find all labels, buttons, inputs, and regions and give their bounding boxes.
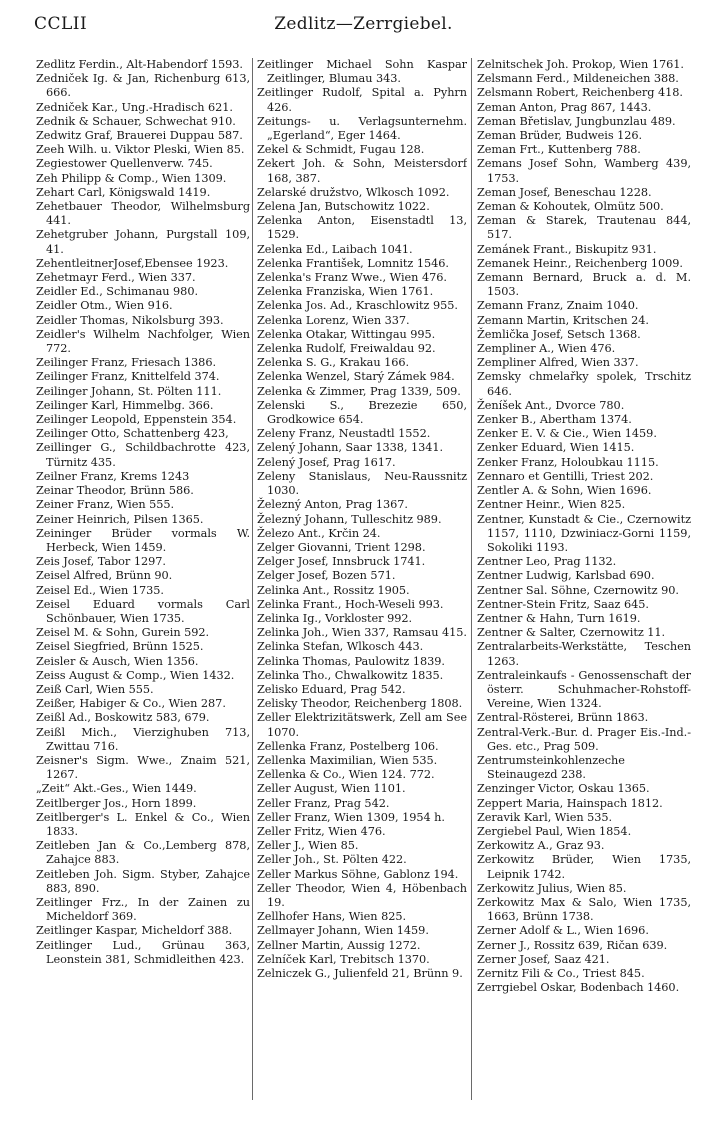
directory-entry: Zeilinger Franz, Friesach 1386. xyxy=(36,356,216,370)
directory-entry: Zeisel Ed., Wien 1735. xyxy=(36,583,164,597)
directory-entry: Zerkowitz Julius, Wien 85. xyxy=(477,881,627,895)
directory-entry: Zelnitschek Joh. Prokop, Wien 1761. xyxy=(477,58,684,71)
directory-entry: Zellmayer Johann, Wien 1459. xyxy=(257,924,429,938)
directory-entry: Zenker Franz, Holoubkau 1115. xyxy=(477,455,659,469)
directory-entry: Zelenka František, Lomnitz 1546. xyxy=(257,256,449,270)
directory-entry: Zenker Eduard, Wien 1415. xyxy=(477,441,635,455)
directory-entry: Zeller Franz, Prag 542. xyxy=(257,796,390,810)
directory-entry: Zeppert Maria, Hainspach 1812. xyxy=(477,796,663,810)
directory-entry: Zemann Bernard, Bruck a. d. M. 1503. xyxy=(477,271,691,299)
directory-entry: Zelsmann Ferd., Mildeneichen 388. xyxy=(477,72,679,86)
directory-entry: Zelenka Anton, Eisenstadtl 13, 1529. xyxy=(257,214,467,242)
directory-entry: Zemans Josef Sohn, Wamberg 439, 1753. xyxy=(477,157,691,185)
directory-entry: Zeman & Kohoutek, Olmütz 500. xyxy=(477,200,664,214)
directory-entry: Zeiss August & Comp., Wien 1432. xyxy=(36,668,235,682)
directory-entry: Zeitleben Jan & Co.,Lemberg 878, Zahajce 883. xyxy=(36,839,250,867)
directory-entry: Zeleny Franz, Neustadtl 1552. xyxy=(257,427,431,441)
directory-entry: Zeilinger Johann, St. Pölten 111. xyxy=(36,384,222,398)
directory-entry: Zeller J., Wien 85. xyxy=(257,839,359,853)
directory-entry: Zelenka Otakar, Wittingau 995. xyxy=(257,327,436,341)
directory-entry: Zeravik Karl, Wien 535. xyxy=(477,810,613,824)
directory-entry: Zelinka Frant., Hoch-Weseli 993. xyxy=(257,597,444,611)
directory-entry: Železo Ant., Krčin 24. xyxy=(257,526,381,540)
page-number: CCLII xyxy=(34,14,88,34)
column-1 xyxy=(36,58,250,1104)
directory-entry: Zehetgruber Johann, Purgstall 109, 41. xyxy=(36,228,250,256)
directory-entry: Zeiner Franz, Wien 555. xyxy=(36,498,175,512)
column-divider xyxy=(471,58,472,1100)
directory-entry: Zentner & Salter, Czernowitz 11. xyxy=(477,626,666,640)
directory-entry: Zelenka Rudolf, Freiwaldau 92. xyxy=(257,342,436,356)
directory-entry: Zeisler & Ausch, Wien 1356. xyxy=(36,654,199,668)
directory-entry: Zennaro et Gentilli, Triest 202. xyxy=(477,469,654,483)
directory-entry: Zeleny Stanislaus, Neu-Raussnitz 1030. xyxy=(257,469,467,498)
directory-entry: Zeitlinger Frz., In der Zainen zu Micheldorf 369. xyxy=(36,895,250,924)
directory-entry: Zeller Markus Söhne, Gablonz 194. xyxy=(257,867,459,881)
directory-entry: Zeisel Eduard vormals Carl Schönbauer, Wien 1735. xyxy=(36,597,250,625)
directory-entry: Zeitlinger Michael Sohn Kaspar Zeitlinger, Blumau 343. xyxy=(257,58,467,86)
directory-entry: Zelenka Franziska, Wien 1761. xyxy=(257,285,434,299)
directory-entry: Zelisky Theodor, Reichenberg 1808. xyxy=(257,697,463,711)
directory-entry: Zelený Josef, Prag 1617. xyxy=(257,455,396,469)
directory-entry: Zemanek Heinr., Reichenberg 1009. xyxy=(477,256,683,270)
directory-entry: Zeller August, Wien 1101. xyxy=(257,782,406,796)
directory-entry: Zeitlinger Kaspar, Micheldorf 388. xyxy=(36,924,233,938)
directory-entry: Zentral-Rösterei, Brünn 1863. xyxy=(477,711,649,725)
directory-entry: Železný Anton, Prag 1367. xyxy=(257,498,408,512)
directory-entry: Zeininger Brüder vormals W. Herbeck, Wien 1459. xyxy=(36,526,250,554)
directory-entry: Zelger Josef, Bozen 571. xyxy=(257,569,396,583)
directory-entry: Zehetbauer Theodor, Wilhelmsburg 441. xyxy=(36,200,250,228)
directory-entry: Zentner Heinr., Wien 825. xyxy=(477,498,626,512)
column-2 xyxy=(257,58,467,1104)
directory-entry: Zeisel M. & Sohn, Gurein 592. xyxy=(36,626,210,640)
directory-entry: Žemlička Josef, Setsch 1368. xyxy=(477,327,641,341)
directory-entry: Zentrumsteinkohlenzeche Steinaugezd 238. xyxy=(477,753,625,782)
directory-entry: Zemann Martin, Kritschen 24. xyxy=(477,313,649,327)
directory-entry: Zentner Ludwig, Karlsbad 690. xyxy=(477,569,655,583)
running-head-title: Zedlitz—Zerrgiebel. xyxy=(274,14,453,34)
directory-entry: Zehetmayr Ferd., Wien 337. xyxy=(36,271,196,285)
directory-entry: Zedlitz Ferdin., Alt-Habendorf 1593. xyxy=(36,58,243,71)
directory-entry: Zelinka Ant., Rossitz 1905. xyxy=(257,583,410,597)
directory-entry: Zellenka Franz, Postelberg 106. xyxy=(257,739,439,753)
directory-entry: Zeller Fritz, Wien 476. xyxy=(257,824,386,838)
directory-entry: Zeiner Heinrich, Pilsen 1365. xyxy=(36,512,204,526)
directory-entry: Zeman & Starek, Trautenau 844, 517. xyxy=(477,214,691,242)
directory-entry: Zekert Joh. & Sohn, Meistersdorf 168, 387. xyxy=(257,157,467,185)
directory-entry: Zerner J., Rossitz 639, Ričan 639. xyxy=(477,938,668,952)
directory-entry: Zehart Carl, Königswald 1419. xyxy=(36,185,211,199)
directory-entry: Zelinka Thomas, Paulowitz 1839. xyxy=(257,654,445,668)
directory-entry: Zelený Johann, Saar 1338, 1341. xyxy=(257,441,444,455)
directory-entry: Zedniček Kar., Ung.-Hradisch 621. xyxy=(36,100,233,114)
directory-entry: Ženíšek Ant., Dvorce 780. xyxy=(477,398,625,412)
column-divider xyxy=(252,58,253,1100)
directory-entry: Zeisel Alfred, Brünn 90. xyxy=(36,569,173,583)
directory-entry: Zerrgiebel Oskar, Bodenbach 1460. xyxy=(477,981,680,995)
directory-entry: Zeisner's Sigm. Wwe., Znaim 521, 1267. xyxy=(36,753,250,782)
directory-entry: Zempliner Alfred, Wien 337. xyxy=(477,356,639,370)
directory-entry: Zelniczek G., Julienfeld 21, Brünn 9. xyxy=(257,967,463,980)
directory-entry: Zelsmann Robert, Reichenberg 418. xyxy=(477,86,683,100)
directory-entry: Zergiebel Paul, Wien 1854. xyxy=(477,824,632,838)
directory-entry: Zedniček Ig. & Jan, Richenburg 613, 666. xyxy=(36,72,250,100)
directory-entry: Zentralarbeits-Werkstätte, Teschen 1263. xyxy=(477,640,691,668)
directory-entry: Zernitz Fili & Co., Triest 845. xyxy=(477,967,645,980)
directory-entry: Zelníček Karl, Trebitsch 1370. xyxy=(257,952,430,966)
directory-entry: Zellenka & Co., Wien 124. 772. xyxy=(257,768,435,782)
directory-entry: Zeilinger Karl, Himmelbg. 366. xyxy=(36,398,214,412)
directory-entry: Zemánek Frant., Biskupitz 931. xyxy=(477,242,657,256)
directory-entry: Zeidler Ed., Schimanau 980. xyxy=(36,285,199,299)
directory-entry: Zeller Elektrizitätswerk, Zell am See 1070. xyxy=(257,711,467,739)
directory-entry: Zeitlinger Rudolf, Spital a. Pyhrn 426. xyxy=(257,86,467,114)
directory-entry: Zelenka Jos. Ad., Kraschlowitz 955. xyxy=(257,299,458,313)
directory-entry: Zelenka Wenzel, Starý Zámek 984. xyxy=(257,370,455,384)
directory-entry: „Zeit“ Akt.-Ges., Wien 1449. xyxy=(36,782,197,796)
directory-entry: Zelenka Ed., Laibach 1041. xyxy=(257,242,413,256)
directory-entry: Zeillinger G., Schildbachrotte 423, Türnitz 435. xyxy=(36,441,250,469)
directory-entry: Zeiß Carl, Wien 555. xyxy=(36,682,154,696)
directory-entry: Zelenka & Zimmer, Prag 1339, 509. xyxy=(257,384,461,398)
directory-entry: Zeidler Thomas, Nikolsburg 393. xyxy=(36,313,224,327)
directory-entry: Zempliner A., Wien 476. xyxy=(477,342,616,356)
directory-entry: Zerkowitz Max & Salo, Wien 1735, 1663, Brünn 1738. xyxy=(477,895,691,924)
directory-entry: Zeman Brüder, Budweis 126. xyxy=(477,129,643,143)
directory-entry: Zeller Joh., St. Pölten 422. xyxy=(257,853,407,867)
directory-entry: Zelenka's Franz Wwe., Wien 476. xyxy=(257,271,447,285)
directory-entry: Zelinka Stefan, Wlkosch 443. xyxy=(257,640,424,654)
directory-entry: Zeilner Franz, Krems 1243 xyxy=(36,469,190,483)
directory-entry: Zeis Josef, Tabor 1297. xyxy=(36,555,166,569)
directory-entry: Zeidler Otm., Wien 916. xyxy=(36,299,173,313)
directory-entry: Zelinka Joh., Wien 337, Ramsau 415. xyxy=(257,626,467,640)
directory-entry: Zelarské družstvo, Wlkosch 1092. xyxy=(257,185,450,199)
directory-entry: Zelinka Tho., Chwalkowitz 1835. xyxy=(257,668,444,682)
directory-entry: Zentler A. & Sohn, Wien 1696. xyxy=(477,484,652,498)
directory-entry: Zeeh Wilh. u. Viktor Pleski, Wien 85. xyxy=(36,143,245,157)
directory-entry: Železný Johann, Tulleschitz 989. xyxy=(257,512,442,526)
directory-entry: Zeißer, Habiger & Co., Wien 287. xyxy=(36,697,226,711)
directory-entry: Zeitungs- u. Verlagsunternehm. „Egerland“, Eger 1464. xyxy=(257,114,467,143)
directory-entry: Zeh Philipp & Comp., Wien 1309. xyxy=(36,171,227,185)
directory-entry: Zentner, Kunstadt & Cie., Czernowitz 1157, 1110, Dzwiniacz-Gorni 1159, Sokoliki 1193. xyxy=(477,512,691,554)
directory-entry: Zeitlberger Jos., Horn 1899. xyxy=(36,796,197,810)
directory-entry: Zemsky chmelařky spolek, Trschitz 646. xyxy=(477,370,691,398)
directory-entry: Zenker B., Abertham 1374. xyxy=(477,413,632,427)
directory-entry: Zenzinger Victor, Oskau 1365. xyxy=(477,782,650,796)
directory-entry: Zeilinger Leopold, Eppenstein 354. xyxy=(36,413,237,427)
directory-entry: Zentner Sal. Söhne, Czernowitz 90. xyxy=(477,583,679,597)
directory-entry: Zentner Leo, Prag 1132. xyxy=(477,555,617,569)
directory-entry: Zellhofer Hans, Wien 825. xyxy=(257,910,407,924)
directory-entry: Zekel & Schmidt, Fugau 128. xyxy=(257,143,425,157)
directory-entry: Zentner & Hahn, Turn 1619. xyxy=(477,611,641,625)
directory-entry: Zeinar Theodor, Brünn 586. xyxy=(36,484,194,498)
directory-entry: Zelger Giovanni, Trient 1298. xyxy=(257,540,426,554)
directory-entry: Zerkowitz Brüder, Wien 1735, Leipnik 1742. xyxy=(477,853,691,881)
directory-entry: Zelenski S., Brezezie 650, Grodkowice 654. xyxy=(257,398,467,427)
directory-entry: Zeißl Ad., Boskowitz 583, 679. xyxy=(36,711,210,725)
directory-entry: ZehentleitnerJosef,Ebensee 1923. xyxy=(36,256,229,270)
directory-entry: Zeilinger Otto, Schattenberg 423, xyxy=(36,427,229,441)
directory-entry: Zeman Břetislav, Jungbunzlau 489. xyxy=(477,114,676,128)
directory-entry: Zellner Martin, Aussig 1272. xyxy=(257,938,421,952)
directory-entry: Zellenka Maximilian, Wien 535. xyxy=(257,753,438,767)
directory-entry: Zegiestower Quellenverw. 745. xyxy=(36,157,213,171)
directory-entry: Zednik & Schauer, Schwechat 910. xyxy=(36,114,236,128)
column-3 xyxy=(477,58,691,1104)
directory-entry: Zeitlinger Lud., Grünau 363, Leonstein 381, Schmidleithen 423. xyxy=(36,938,250,966)
directory-entry: Zentner-Stein Fritz, Saaz 645. xyxy=(477,597,649,611)
directory-entry: Zentraleinkaufs - Genossenschaft der österr. Schuhmacher-Rohstoff-Vereine, Wien 1324. xyxy=(477,668,691,711)
page-header xyxy=(0,0,727,58)
directory-entry: Zelenka Lorenz, Wien 337. xyxy=(257,313,410,327)
directory-entry: Zerkowitz A., Graz 93. xyxy=(477,839,605,853)
directory-entry: Zeller Theodor, Wien 4, Höbenbach 19. xyxy=(257,881,467,909)
directory-entry: Zeidler's Wilhelm Nachfolger, Wien 772. xyxy=(36,327,250,356)
directory-entry: Zeisel Siegfried, Brünn 1525. xyxy=(36,640,204,654)
directory-entry: Zeilinger Franz, Knittelfeld 374. xyxy=(36,370,220,384)
directory-entry: Zelger Josef, Innsbruck 1741. xyxy=(257,555,426,569)
directory-entry: Zeißl Mich., Vierzighuben 713, Zwittau 716. xyxy=(36,725,250,753)
directory-entry: Zeman Anton, Prag 867, 1443. xyxy=(477,100,652,114)
directory-entry: Zeitleben Joh. Sigm. Styber, Zahajce 883, 890. xyxy=(36,867,250,895)
directory-entry: Zelena Jan, Butschowitz 1022. xyxy=(257,200,430,214)
directory-entry: Zelenka S. G., Krakau 166. xyxy=(257,356,410,370)
directory-entry: Zerner Josef, Saaz 421. xyxy=(477,952,610,966)
directory-entry: Zemann Franz, Znaim 1040. xyxy=(477,299,639,313)
directory-entry: Zelinka Ig., Vorkloster 992. xyxy=(257,611,413,625)
directory-entry: Zeller Franz, Wien 1309, 1954 h. xyxy=(257,810,445,824)
directory-entry: Zeitlberger's L. Enkel & Co., Wien 1833. xyxy=(36,810,250,838)
directory-entry: Zentral-Verk.-Bur. d. Prager Eis.-Ind.-Ges. etc., Prag 509. xyxy=(477,725,691,753)
directory-entry: Zeman Josef, Beneschau 1228. xyxy=(477,185,652,199)
directory-entry: Zedwitz Graf, Brauerei Duppau 587. xyxy=(36,129,243,143)
directory-entry: Zenker E. V. & Cie., Wien 1459. xyxy=(477,427,657,441)
directory-entry: Zerner Adolf & L., Wien 1696. xyxy=(477,924,649,938)
directory-entry: Zeman Frt., Kuttenberg 788. xyxy=(477,143,641,157)
directory-entry: Zelisko Eduard, Prag 542. xyxy=(257,682,406,696)
